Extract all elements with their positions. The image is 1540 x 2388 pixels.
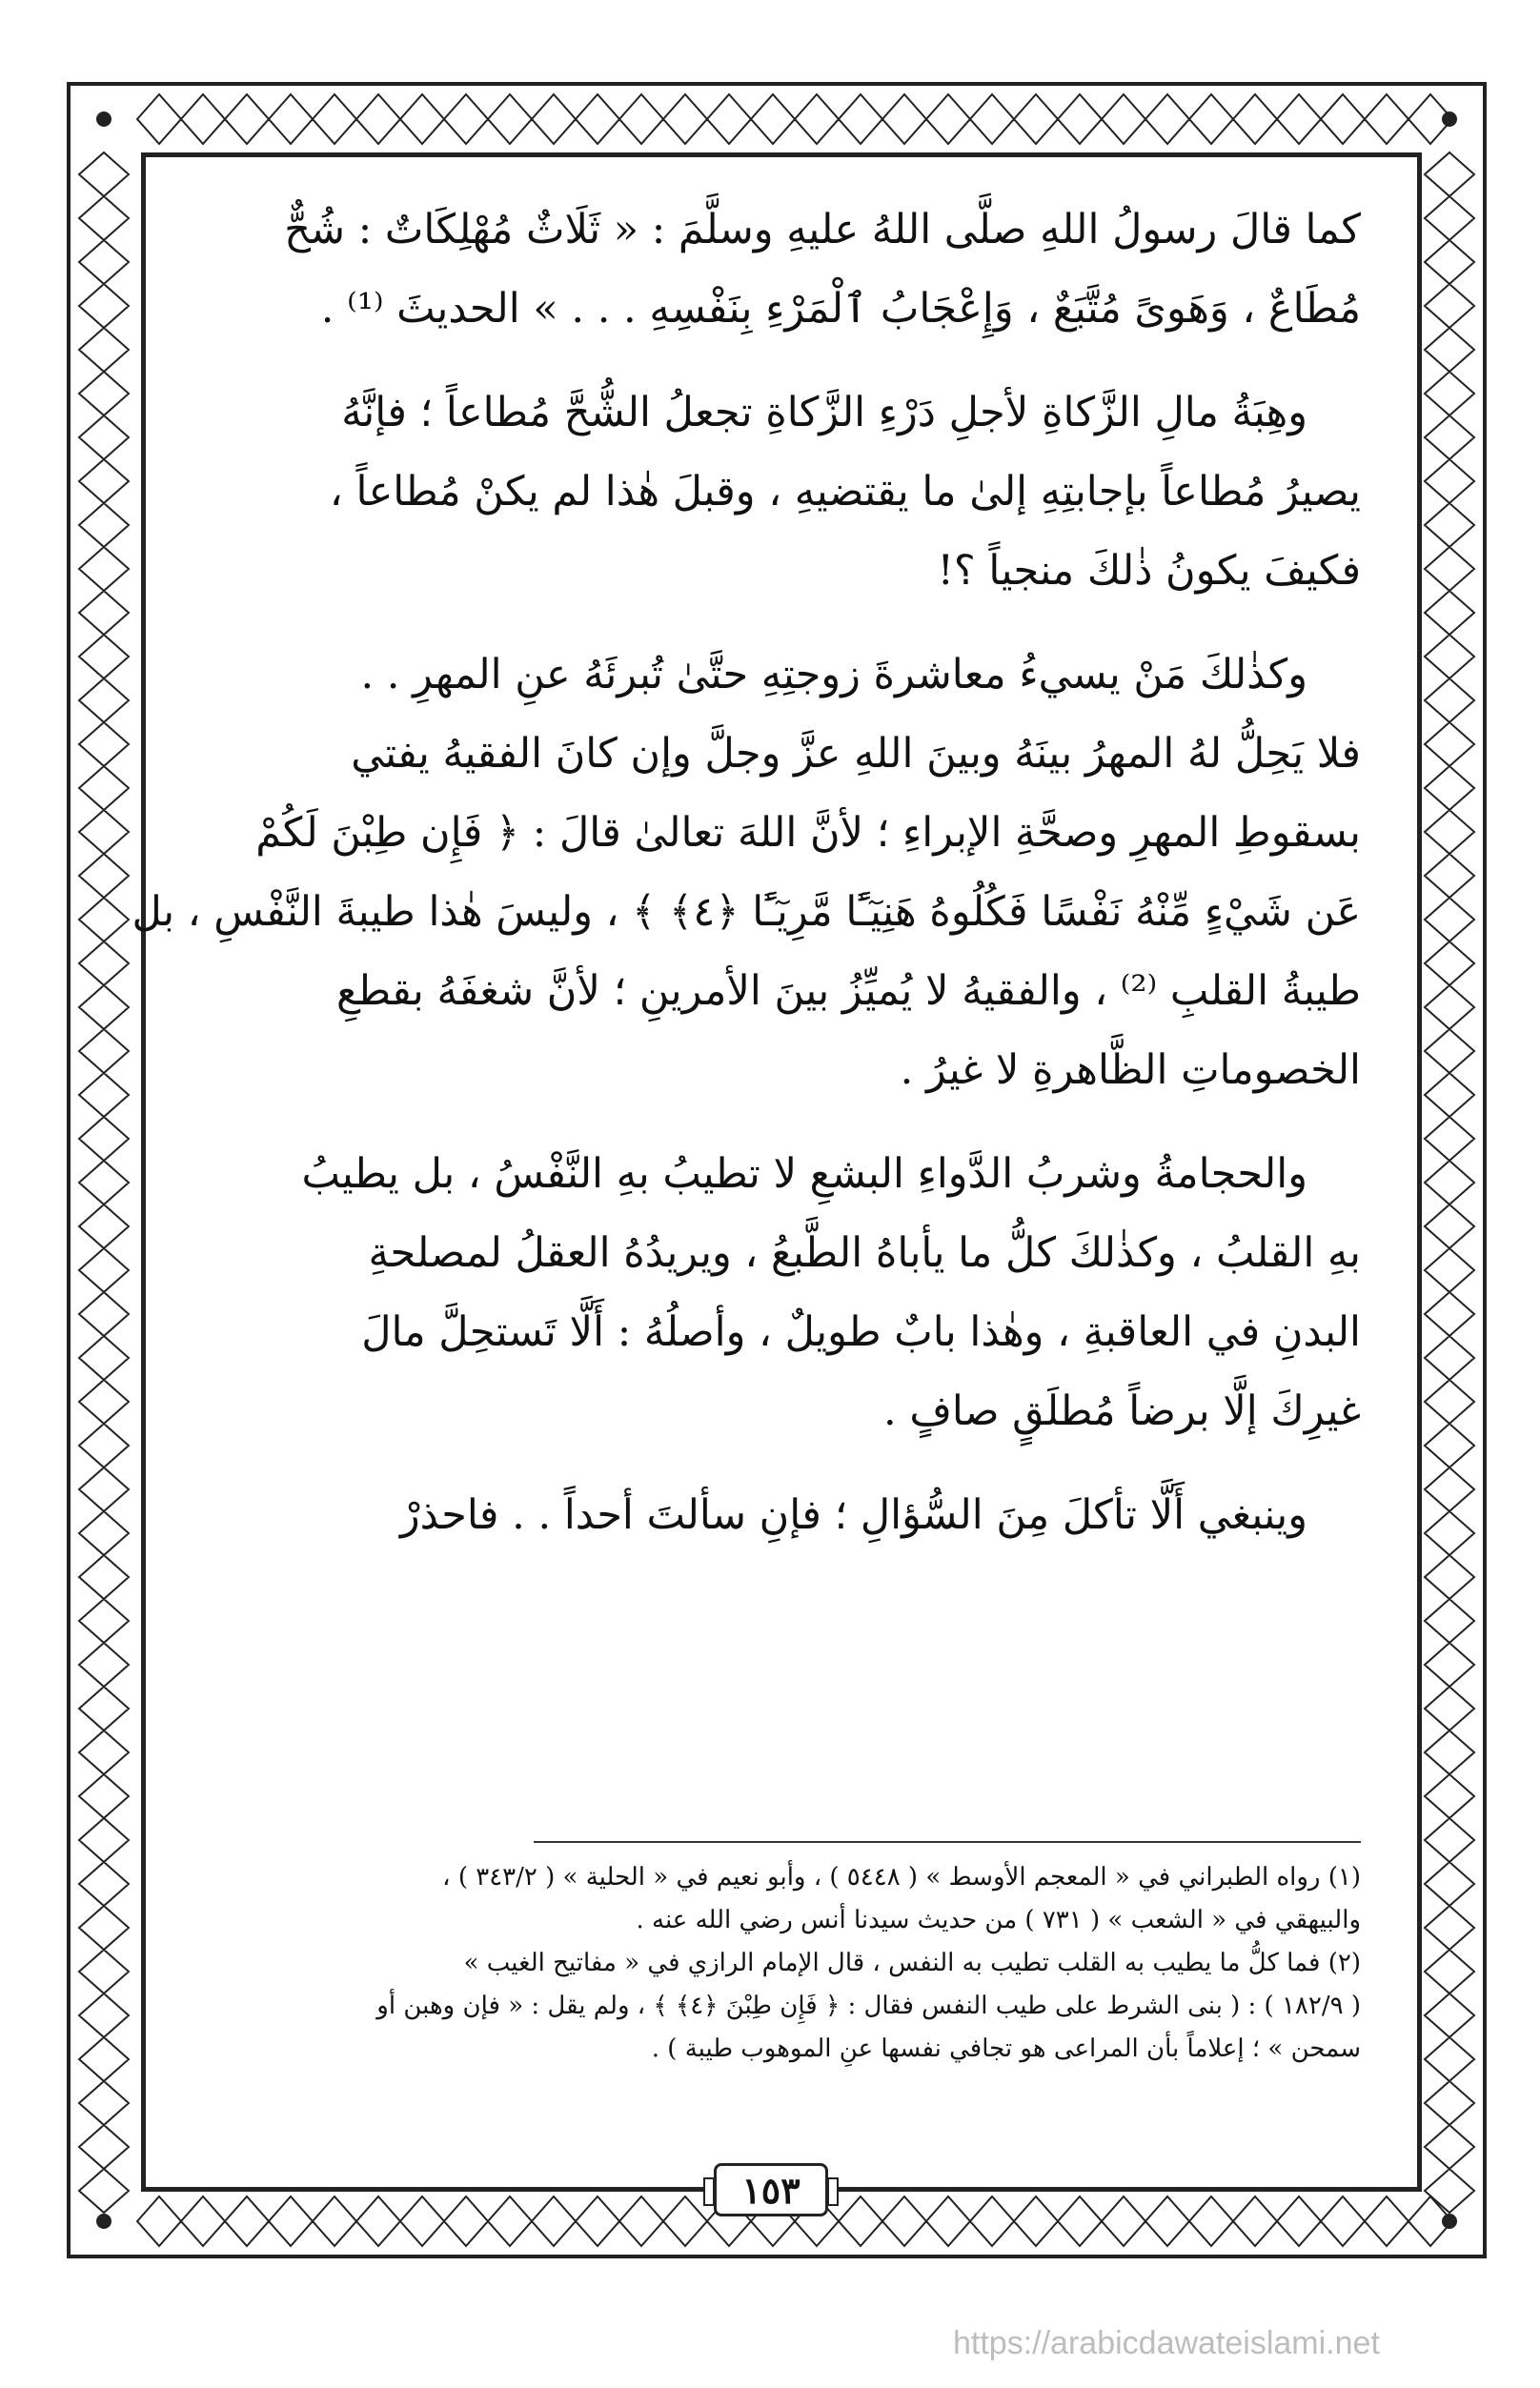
text-line: وكذٰلكَ مَنْ يسيءُ معاشرةَ زوجتِهِ حتَّىٰ تُبرئَهُ عنِ المهرِ . .: [360, 651, 1307, 698]
text-line: البدنِ في العاقبةِ ، وهٰذا بابٌ طويلٌ ، وأصلُهُ : أَلَّا تَستحِلَّ مالَ: [361, 1308, 1361, 1356]
footnote-line: (٢) فما كلُّ ما يطيب به القلب تطيب به النفس ، قال الإمام الرازي في « مفاتيح الغيب »: [463, 1949, 1361, 1977]
footnotes: [208, 1856, 1361, 2071]
footnote-line: سمحن » ؛ إعلاماً بأن المراعى هو تجافي نفسها عنِ الموهوب طيبة ) .: [651, 2034, 1361, 2063]
text-line: مُطَاعٌ ، وَهَوىً مُتَّبَعٌ ، وَإِعْجَابُ ٱلْمَرْءِ بِنَفْسِهِ . . . » الحديثَ ⁽¹⁾ .: [320, 285, 1361, 333]
paragraph-1: [208, 191, 1361, 349]
footnote-line: والبيهقي في « الشعب » ( ٧٣١ ) من حديث سيدنا أنس رضي الله عنه .: [636, 1906, 1361, 1934]
text-line: يصيرُ مُطاعاً بإجابتِهِ إلىٰ ما يقتضيهِ ، وقبلَ هٰذا لم يكنْ مُطاعاً ،: [329, 468, 1361, 516]
footnote-line: ( ١٨٢/٩ ) : ( بنى الشرط على طيب النفس فقال : ﴿ فَإِن طِبْنَ ﴿٤﴾ ﴾ ، ولم يقل : « فإن وهبن أو: [376, 1992, 1361, 2020]
paragraph-3: [132, 636, 1361, 1110]
footnote-line: (١) رواه الطبراني في « المعجم الأوسط » ( ٥٤٤٨ ) ، وأبو نعيم في « الحلية » ( ٣٤٣/٢ ) ،: [442, 1863, 1361, 1892]
paragraph-4: [208, 1135, 1361, 1451]
page-number: [714, 2163, 828, 2216]
text-line: بهِ القلبُ ، وكذٰلكَ كلُّ ما يأباهُ الطَّبعُ ، ويريدُهُ العقلُ لمصلحةِ: [368, 1229, 1361, 1277]
watermark-url: https://arabicdawateislami.net: [953, 2325, 1380, 2361]
text-line: وهِبَةُ مالِ الزَّكاةِ لأجلِ دَرْءِ الزَّكاةِ تجعلُ الشُّحَّ مُطاعاً ؛ فإنَّهُ: [341, 389, 1307, 436]
paragraph-2: [208, 374, 1361, 611]
text-line: غيرِكَ إلَّا برضاً مُطلَقٍ صافٍ .: [882, 1387, 1361, 1435]
text-line: فلا يَحِلُّ لهُ المهرُ بينَهُ وبينَ اللهِ عزَّ وجلَّ وإن كانَ الفقيهُ يفتي: [351, 730, 1361, 778]
text-line: فكيفَ يكونُ ذٰلكَ منجياً ؟!: [937, 547, 1361, 595]
text-line: طيبةُ القلبِ ⁽²⁾ ، والفقيهُ لا يُميِّزُ بينَ الأمرينِ ؛ لأنَّ شغفَهُ بقطعِ: [336, 967, 1361, 1015]
page-number-text: ١٥٣: [741, 2168, 800, 2212]
text-line: بسقوطِ المهرِ وصحَّةِ الإبراءِ ؛ لأنَّ اللهَ تعالىٰ قالَ : ﴿ فَإِن طِبْنَ لَكُمْ: [255, 809, 1361, 857]
paragraph-5: [208, 1476, 1361, 1555]
main-text: [132, 191, 1361, 1580]
footnote-divider: [534, 1841, 1361, 1843]
text-line: وينبغي أَلَّا تأكلَ مِنَ السُّؤالِ ؛ فإنِ سألتَ أحداً . . فاحذرْ: [399, 1491, 1307, 1539]
text-line: الخصوماتِ الظَّاهرةِ لا غيرُ .: [900, 1046, 1361, 1094]
text-line: عَن شَيْءٍ مِّنْهُ نَفْسًا فَكُلُوهُ هَنِيٓـًٔا مَّرِيٓـًٔا ﴿٤﴾ ﴾ ، وليسَ هٰذا طيبةَ النَّفْسِ ، بل: [132, 888, 1361, 936]
text-line: والحجامةُ وشربُ الدَّواءِ البشعِ لا تطيبُ بهِ النَّفْسُ ، بل يطيبُ: [301, 1150, 1307, 1198]
text-line: كما قالَ رسولُ اللهِ صلَّى اللهُ عليهِ وسلَّمَ : « ثَلَاثٌ مُهْلِكَاتٌ : شُحٌّ: [284, 206, 1361, 253]
